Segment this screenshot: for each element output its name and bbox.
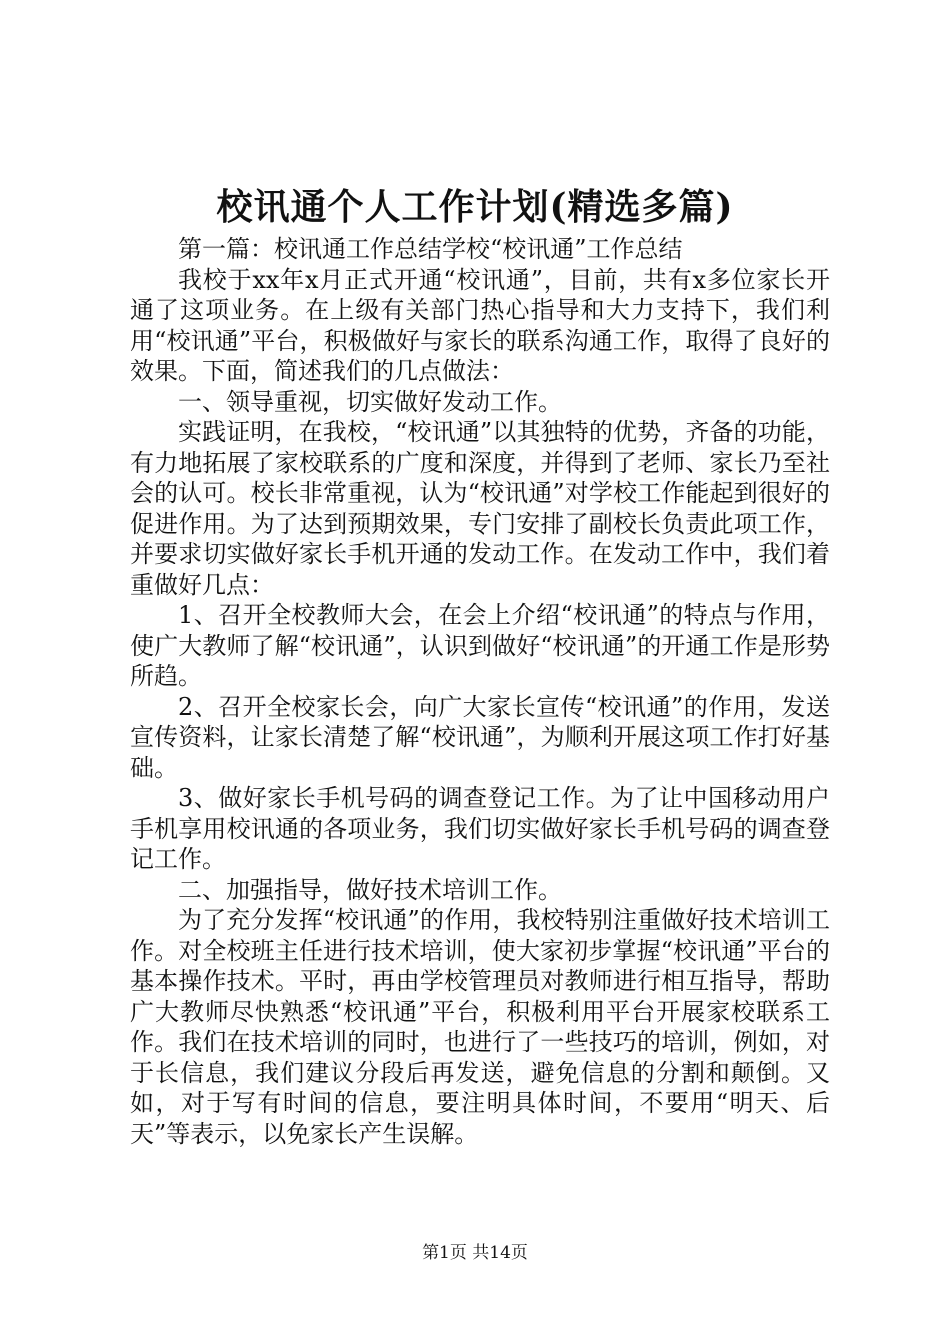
paragraph-intro: 我校于xx年x月正式开通“校讯通”，目前，共有x多位家长开通了这项业务。在上级有关部门热心指导和大力支持下，我们利用“校讯通”平台，积极做好与家长的联系沟通工作，取得了良好的效果。下面，简述我们的几点做法：	[130, 265, 830, 385]
paragraph-item-3: 3、做好家长手机号码的调查登记工作。为了让中国移动用户手机享用校讯通的各项业务，我们切实做好家长手机号码的调查登记工作。	[130, 784, 830, 873]
document-title: 校讯通个人工作计划(精选多篇)	[216, 186, 734, 228]
paragraph-practice: 实践证明，在我校，“校讯通”以其独特的优势，齐备的功能，有力地拓展了家校联系的广度和深度，并得到了老师、家长乃至社会的认可。校长非常重视，认为“校讯通”对学校工作能起到很好的促进作用。为了达到预期效果，专门安排了副校长负责此项工作，并要求切实做好家长手机开通的发动工作。在发动工作中，我们着重做好几点：	[130, 418, 830, 599]
paragraph-heading-one: 一、领导重视，切实做好发动工作。	[178, 387, 562, 416]
paragraph-item-1: 1、召开全校教师大会，在会上介绍“校讯通”的特点与作用，使广大教师了解“校讯通”，认识到做好“校讯通”的开通工作是形势所趋。	[130, 601, 830, 690]
paragraph-item-2: 2、召开全校家长会，向广大家长宣传“校讯通”的作用，发送宣传资料，让家长清楚了解“校讯通”，为顺利开展这项工作打好基础。	[130, 692, 830, 782]
page-footer: 第1页 共14页	[422, 1243, 528, 1263]
paragraph-training: 为了充分发挥“校讯通”的作用，我校特别注重做好技术培训工作。对全校班主任进行技术培训，使大家初步掌握“校讯通”平台的基本操作技术。平时，再由学校管理员对教师进行相互指导，帮助广大教师尽快熟悉“校讯通”平台，积极利用平台开展家校联系工作。我们在技术培训的同时，也进行了一些技巧的培训，例如，对于长信息，我们建议分段后再发送，避免信息的分割和颠倒。又如，对于写有时间的信息，要注明具体时间，不要用“明天、后天”等表示，以免家长产生误解。	[130, 906, 830, 1148]
document-body	[130, 234, 830, 1149]
paragraph-section-heading: 第一篇：校讯通工作总结学校“校讯通”工作总结	[178, 235, 683, 263]
paragraph-heading-two: 二、加强指导，做好技术培训工作。	[178, 875, 562, 904]
